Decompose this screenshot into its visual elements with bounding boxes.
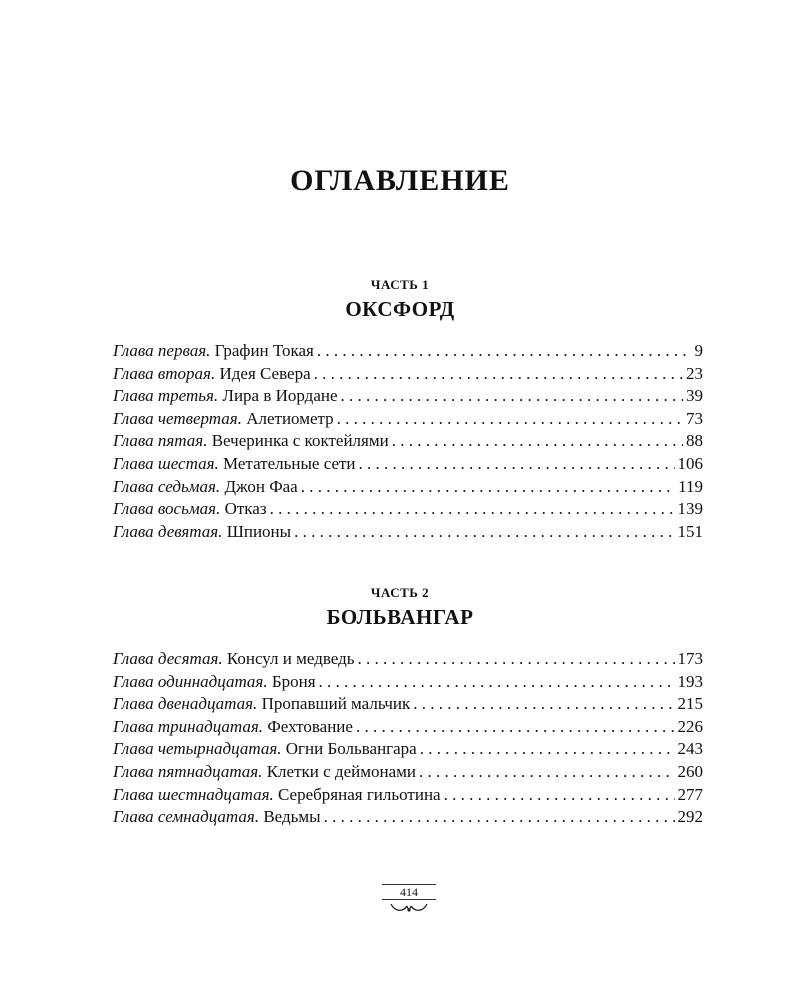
chapter-row [113, 648, 703, 671]
chapter-page-number: 260 [677, 761, 703, 781]
chapter-page-number: 193 [677, 671, 703, 691]
chapter-page-number: 151 [677, 521, 703, 541]
chapter-title: Клетки с деймонами [266, 761, 416, 781]
chapter-title: Огни Больвангара [285, 739, 417, 759]
chapter-number: Глава шестая. [113, 453, 219, 473]
chapter-title: Вечеринка с коктейлями [211, 431, 389, 451]
part-title: БОЛЬВАНГАР [326, 605, 474, 629]
chapter-row [113, 385, 703, 408]
chapter-number: Глава вторая. [113, 363, 216, 383]
chapter-number: Глава пятая. [113, 431, 208, 451]
chapter-number: Глава первая. [113, 341, 211, 360]
chapter-number: Глава двенадцатая. [113, 694, 258, 714]
chapter-row [113, 738, 703, 761]
dot-leader [294, 521, 674, 544]
chapter-row [113, 363, 703, 386]
chapter-title: Идея Севера [219, 363, 311, 383]
chapter-page-number: 39 [686, 386, 703, 406]
chapter-row [113, 671, 703, 694]
chapter-page-number: 23 [686, 363, 703, 383]
chapter-page-number: 173 [677, 649, 703, 668]
chapter-page-number: 9 [694, 341, 703, 360]
dot-leader [413, 693, 674, 716]
dot-leader [314, 363, 683, 386]
chapter-row [113, 340, 703, 363]
chapter-row [113, 784, 703, 807]
folio [380, 884, 438, 914]
chapter-title: Метательные сети [223, 453, 356, 473]
chapter-number: Глава пятнадцатая. [113, 761, 263, 781]
scroll-ornament-icon [387, 900, 431, 914]
part-label: ЧАСТЬ 1 [370, 277, 430, 292]
chapter-row [113, 693, 703, 716]
dot-leader [319, 671, 675, 694]
chapter-row [113, 761, 703, 784]
chapter-title: Отказ [224, 499, 267, 519]
chapter-number: Глава одиннадцатая. [113, 671, 268, 691]
chapter-page-number: 73 [686, 408, 703, 428]
part-title: ОКСФОРД [345, 297, 455, 321]
chapter-page-number: 119 [678, 476, 703, 496]
chapter-number: Глава седьмая. [113, 476, 221, 496]
chapter-page-number: 226 [677, 716, 703, 736]
chapter-page-number: 88 [686, 431, 703, 451]
chapter-page-number: 139 [677, 499, 703, 519]
chapter-row [113, 521, 703, 544]
chapter-title: Серебряная гильотина [278, 784, 441, 804]
chapter-title: Пропавший мальчик [261, 694, 411, 714]
part-1-chapter-list [113, 340, 703, 543]
dot-leader [337, 408, 683, 431]
dot-leader [444, 784, 675, 807]
dot-leader [358, 648, 675, 671]
part-label: ЧАСТЬ 2 [370, 585, 430, 600]
part-2-chapter-list [113, 648, 703, 829]
chapter-number: Глава семнадцатая. [113, 807, 260, 827]
chapter-number: Глава третья. [113, 386, 219, 406]
dot-leader [419, 761, 675, 784]
chapter-title: Шпионы [226, 521, 292, 541]
chapter-page-number: 106 [677, 453, 703, 473]
chapter-number: Глава четырнадцатая. [113, 739, 282, 759]
chapter-row [113, 430, 703, 453]
dot-leader [359, 453, 675, 476]
chapter-title: Джон Фаа [224, 476, 298, 496]
chapter-row [113, 453, 703, 476]
chapter-number: Глава тринадцатая. [113, 716, 264, 736]
chapter-row [113, 476, 703, 499]
page-number: 414 [400, 885, 418, 899]
chapter-title: Броня [271, 671, 316, 691]
chapter-row [113, 716, 703, 739]
chapter-title: Графин Токая [214, 341, 314, 360]
chapter-page-number: 243 [677, 739, 703, 759]
dot-leader [324, 806, 675, 829]
page-title: ОГЛАВЛЕНИЕ [290, 164, 510, 198]
part-2-header [0, 584, 800, 630]
chapter-title: Фехтование [267, 716, 353, 736]
part-1-header [0, 276, 800, 322]
chapter-page-number: 215 [677, 694, 703, 714]
dot-leader [356, 716, 675, 739]
dot-leader [420, 738, 675, 761]
chapter-title: Алетиометр [246, 408, 334, 428]
dot-leader [341, 385, 683, 408]
chapter-page-number: 292 [677, 807, 703, 827]
dot-leader [317, 340, 692, 363]
chapter-row [113, 806, 703, 829]
dot-leader [392, 430, 683, 453]
chapter-row [113, 498, 703, 521]
chapter-page-number: 277 [677, 784, 703, 804]
chapter-title: Лира в Иордане [222, 386, 338, 406]
chapter-number: Глава шестнадцатая. [113, 784, 274, 804]
chapter-title: Ведьмы [263, 807, 321, 827]
chapter-row [113, 408, 703, 431]
chapter-number: Глава десятая. [113, 649, 223, 668]
chapter-number: Глава восьмая. [113, 499, 221, 519]
chapter-number: Глава четвертая. [113, 408, 242, 428]
dot-leader [270, 498, 675, 521]
chapter-title: Консул и медведь [226, 649, 355, 668]
chapter-number: Глава девятая. [113, 521, 223, 541]
dot-leader [301, 476, 675, 499]
